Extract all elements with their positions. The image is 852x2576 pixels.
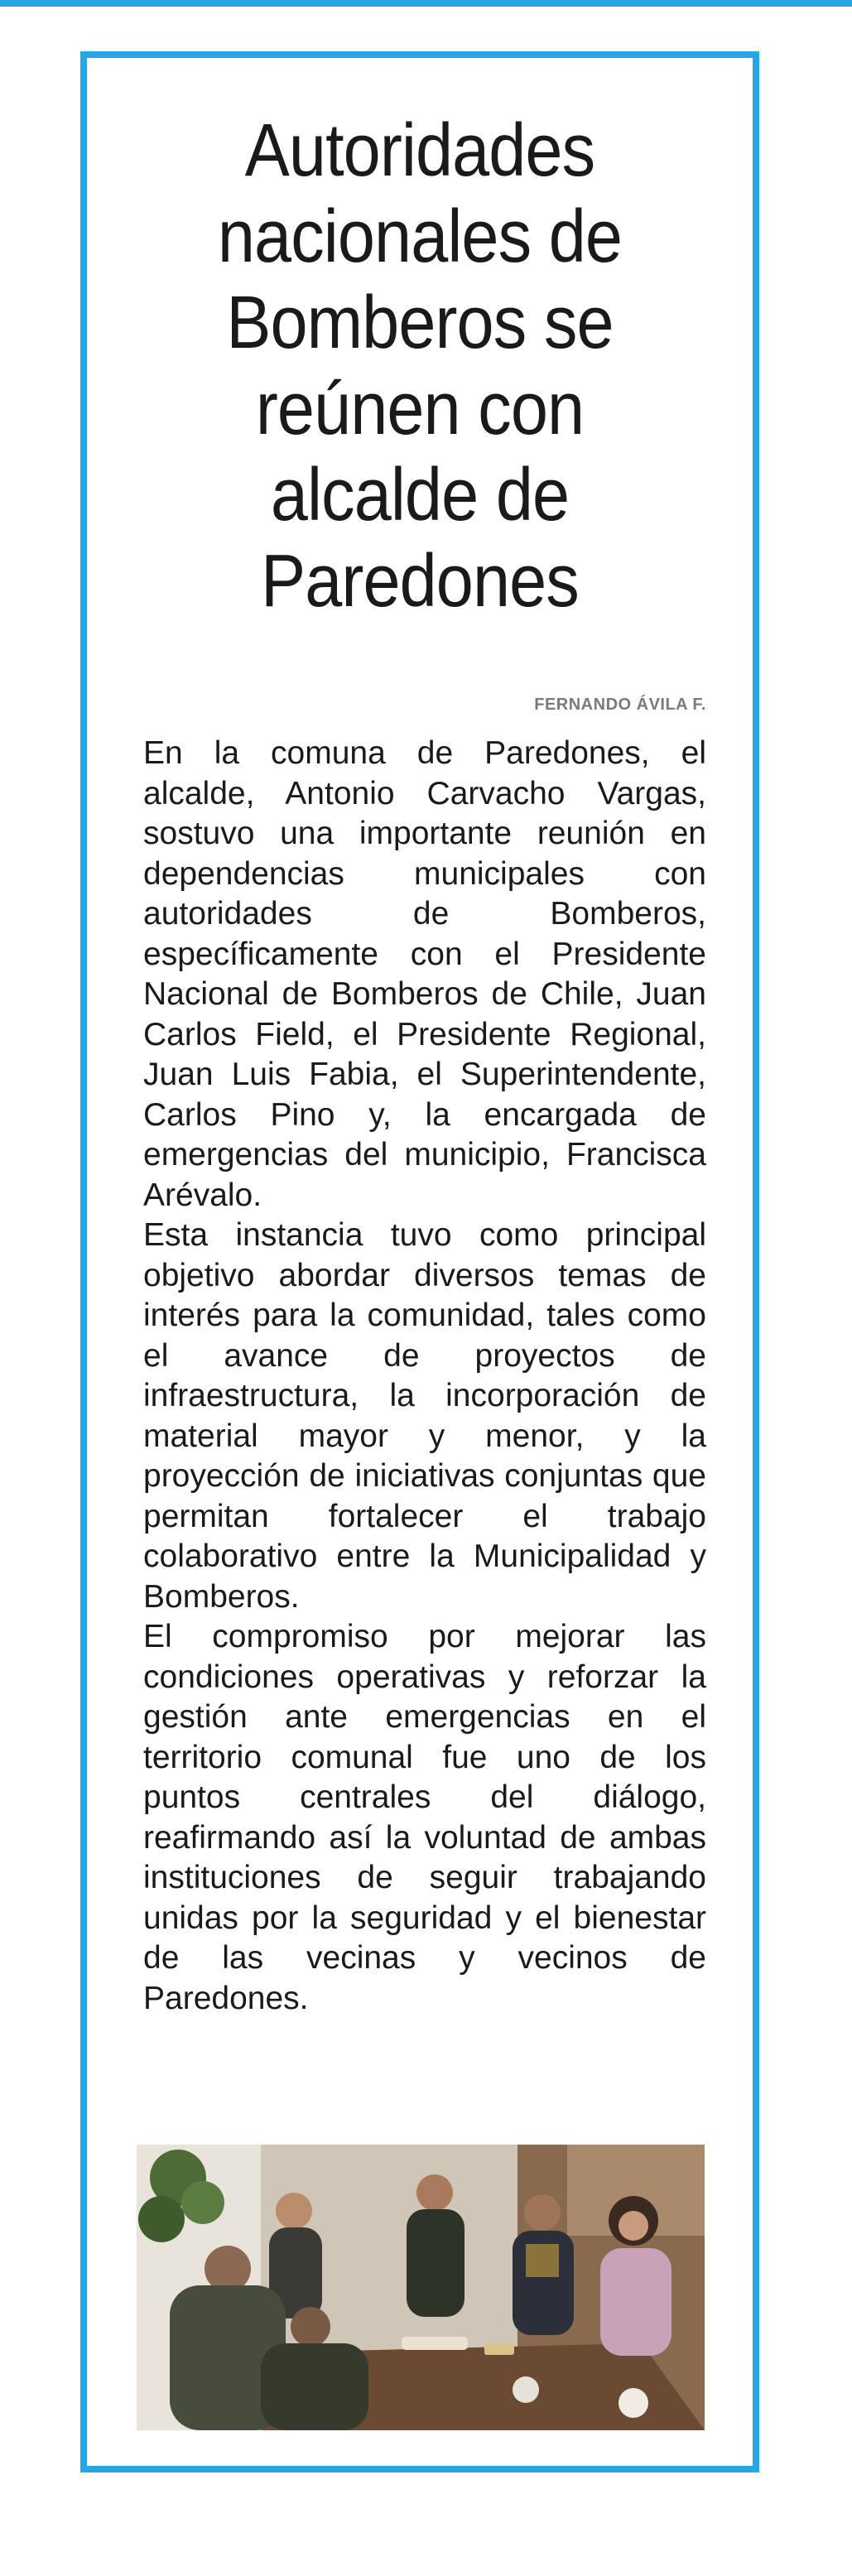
article-byline: FERNANDO ÁVILA F. — [534, 696, 706, 714]
meeting-photo — [137, 2145, 705, 2430]
article-paragraph-3: El compromiso por mejorar las condiciones operativas y reforzar la gestión ante emergencias en el territorio comunal fue uno de los puntos centrales del diálogo, reafirmando así la voluntad de ambas instituciones de seguir trabajando unidas por la seguridad y el bienestar de las vecinas y vecinos de Paredones. — [143, 1619, 706, 2016]
article-paragraph-2: Esta instancia tuvo como principal objetivo abordar diversos temas de interés para la comunidad, tales como el avance de proyectos de infraestructura, la incorporación de material mayor y menor, y la proyección de iniciativas conjuntas que permitan fortalecer el trabajo colaborativo entre la Municipalidad y Bomberos. — [143, 1217, 706, 1615]
article-frame — [80, 51, 759, 2472]
article-paragraph-1: En la comuna de Paredones, el alcalde, Antonio Carvacho Vargas, sostuvo una importante reunión en dependencias municipales con autoridades de Bomberos, específicamente con el Presidente Nacional de Bomberos de Chile, Juan Carlos Field, el Presidente Regional, Juan Luis Fabia, el Superintendente, Carlos Pino y, la encargada de emergencias del municipio, Francisca Arévalo. — [143, 735, 706, 1213]
top-accent-bar — [0, 0, 852, 7]
article-headline: Autoridades nacionales de Bomberos se reúnen con alcalde de Paredones — [217, 109, 623, 623]
article-body — [143, 734, 706, 2019]
meeting-photo-image — [137, 2145, 705, 2430]
